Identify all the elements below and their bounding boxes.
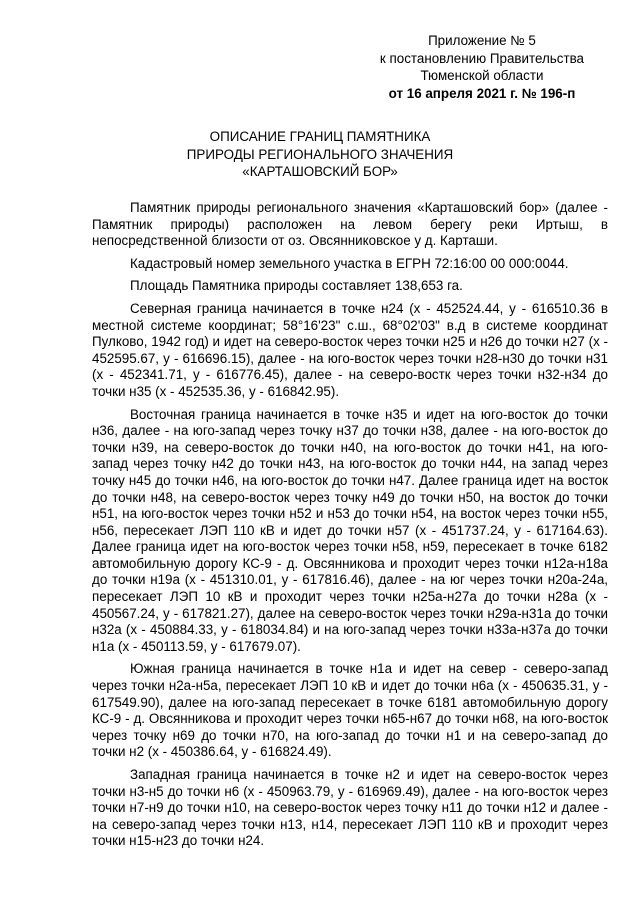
document-title xyxy=(0,128,640,181)
appendix-number: Приложение № 5 xyxy=(428,33,536,48)
document-body xyxy=(92,200,608,856)
paragraph-west-boundary: Западная граница начинается в точке н2 и идет на северо-восток через точки н3-н5 до точки н6 (х - 450963.79, у - 616969.49), далее - на юго-восток через точки н7-н9 до точки н10, на северо-восток через точку н11 до точки н12 и далее - на северо-запад через точки н13, н14, пересекает ЛЭП 110 кВ и проходит через точки н15-н23 до точки н24. xyxy=(92,767,608,849)
title-line-3: «КАРТАШОВСКИЙ БОР» xyxy=(242,164,398,180)
title-line-1: ОПИСАНИЕ ГРАНИЦ ПАМЯТНИКА xyxy=(209,129,431,144)
appendix-header xyxy=(380,32,584,102)
paragraph-cadastral-number: Кадастровый номер земельного участка в ЕГРН 72:16:00 00 000:0044. xyxy=(130,255,569,271)
title-line-2: ПРИРОДЫ РЕГИОНАЛЬНОГО ЗНАЧЕНИЯ xyxy=(186,146,454,162)
appendix-date-number: от 16 апреля 2021 г. № 196-п xyxy=(388,85,576,101)
paragraph-east-boundary: Восточная граница начинается в точке н35 и идет на юго-восток до точки н36, далее - на юго-запад через точку н37 до точки н38, далее - на юго-восток до точки н39, на северо-восток до точки н40, на юго-восток до точки н41, на юго-запад через точку н42 до точки н43, на юго-восток до точки н44, на запад через точку н45 до точки н46, на юго-восток до точки н47. Далее граница идет на восток до точки н48, на северо-восток через точку н49 до точки н50, на восток до точки н51, на юго-восток через точки н52 и н53 до точки н54, на восток через точки н55, н56, пересекает ЛЭП 110 кВ и идет до точки н57 (х - 451737.24, у - 617164.63). Далее граница идет на юго-восток через точки н58, н59, пересекает в точке 6182 автомобильную дорогу КС-9 - д. Овсянникова и проходит через точки н12а-н18а до точки н19а (х - 451310.01, у - 617816.46), далее - на юг через точки н20а-24а, пересекает ЛЭП 10 кВ и проходит через точки н25а-н27а до точки н28а (х - 450567.24, у - 617821.27), далее на северо-восток через точки н29а-н31а до точки н32а (х - 450884.33, у - 618034.84) и на юго-запад через точки н33а-н37а до точки н1а (х - 450113.59, у - 617679.07). xyxy=(92,406,608,654)
paragraph-intro: Памятник природы регионального значения «Карташовский бор» (далее - Памятник природы) расположен на левом берегу реки Иртыш, в непосредственной близости от оз. Овсянниковское у д. Карташи. xyxy=(92,200,608,249)
paragraph-north-boundary: Северная граница начинается в точке н24 (х - 452524.44, у - 616510.36 в местной системе координат; 58°16'23" с.ш., 68°02'03" в.д в системе координат Пулково, 1942 год) и идет на северо-восток через точки н25 и н26 до точки н27 (х - 452595.67, у - 616696.15), далее - на юго-восток через точки н28-н30 до точки н31 (х - 452341.71, у - 616776.45), далее - на северо-востк через точки н32-н34 до точки н35 (х - 452535.36, у - 616842.95). xyxy=(92,300,608,399)
appendix-line-1: к постановлению Правительства xyxy=(379,50,584,66)
appendix-line-2: Тюменской области xyxy=(420,68,544,84)
paragraph-area: Площадь Памятника природы составляет 138,653 га. xyxy=(130,278,463,294)
paragraph-south-boundary: Южная граница начинается в точке н1а и идет на север - северо-запад через точки н2а-н5а, пересекает ЛЭП 10 кВ и идет до точки н6а (х - 450635.31, у - 617549.90), далее на юго-запад пересекает в точке 6181 автомобильную дорогу КС-9 - д. Овсянникова и проходит через точки н65-н67 до точки н68, на юго-восток через точку н69 до точки н70, на юго-запад до точки н1 и на северо-запад до точки н2 (х - 450386.64, у - 616824.49). xyxy=(92,661,608,760)
